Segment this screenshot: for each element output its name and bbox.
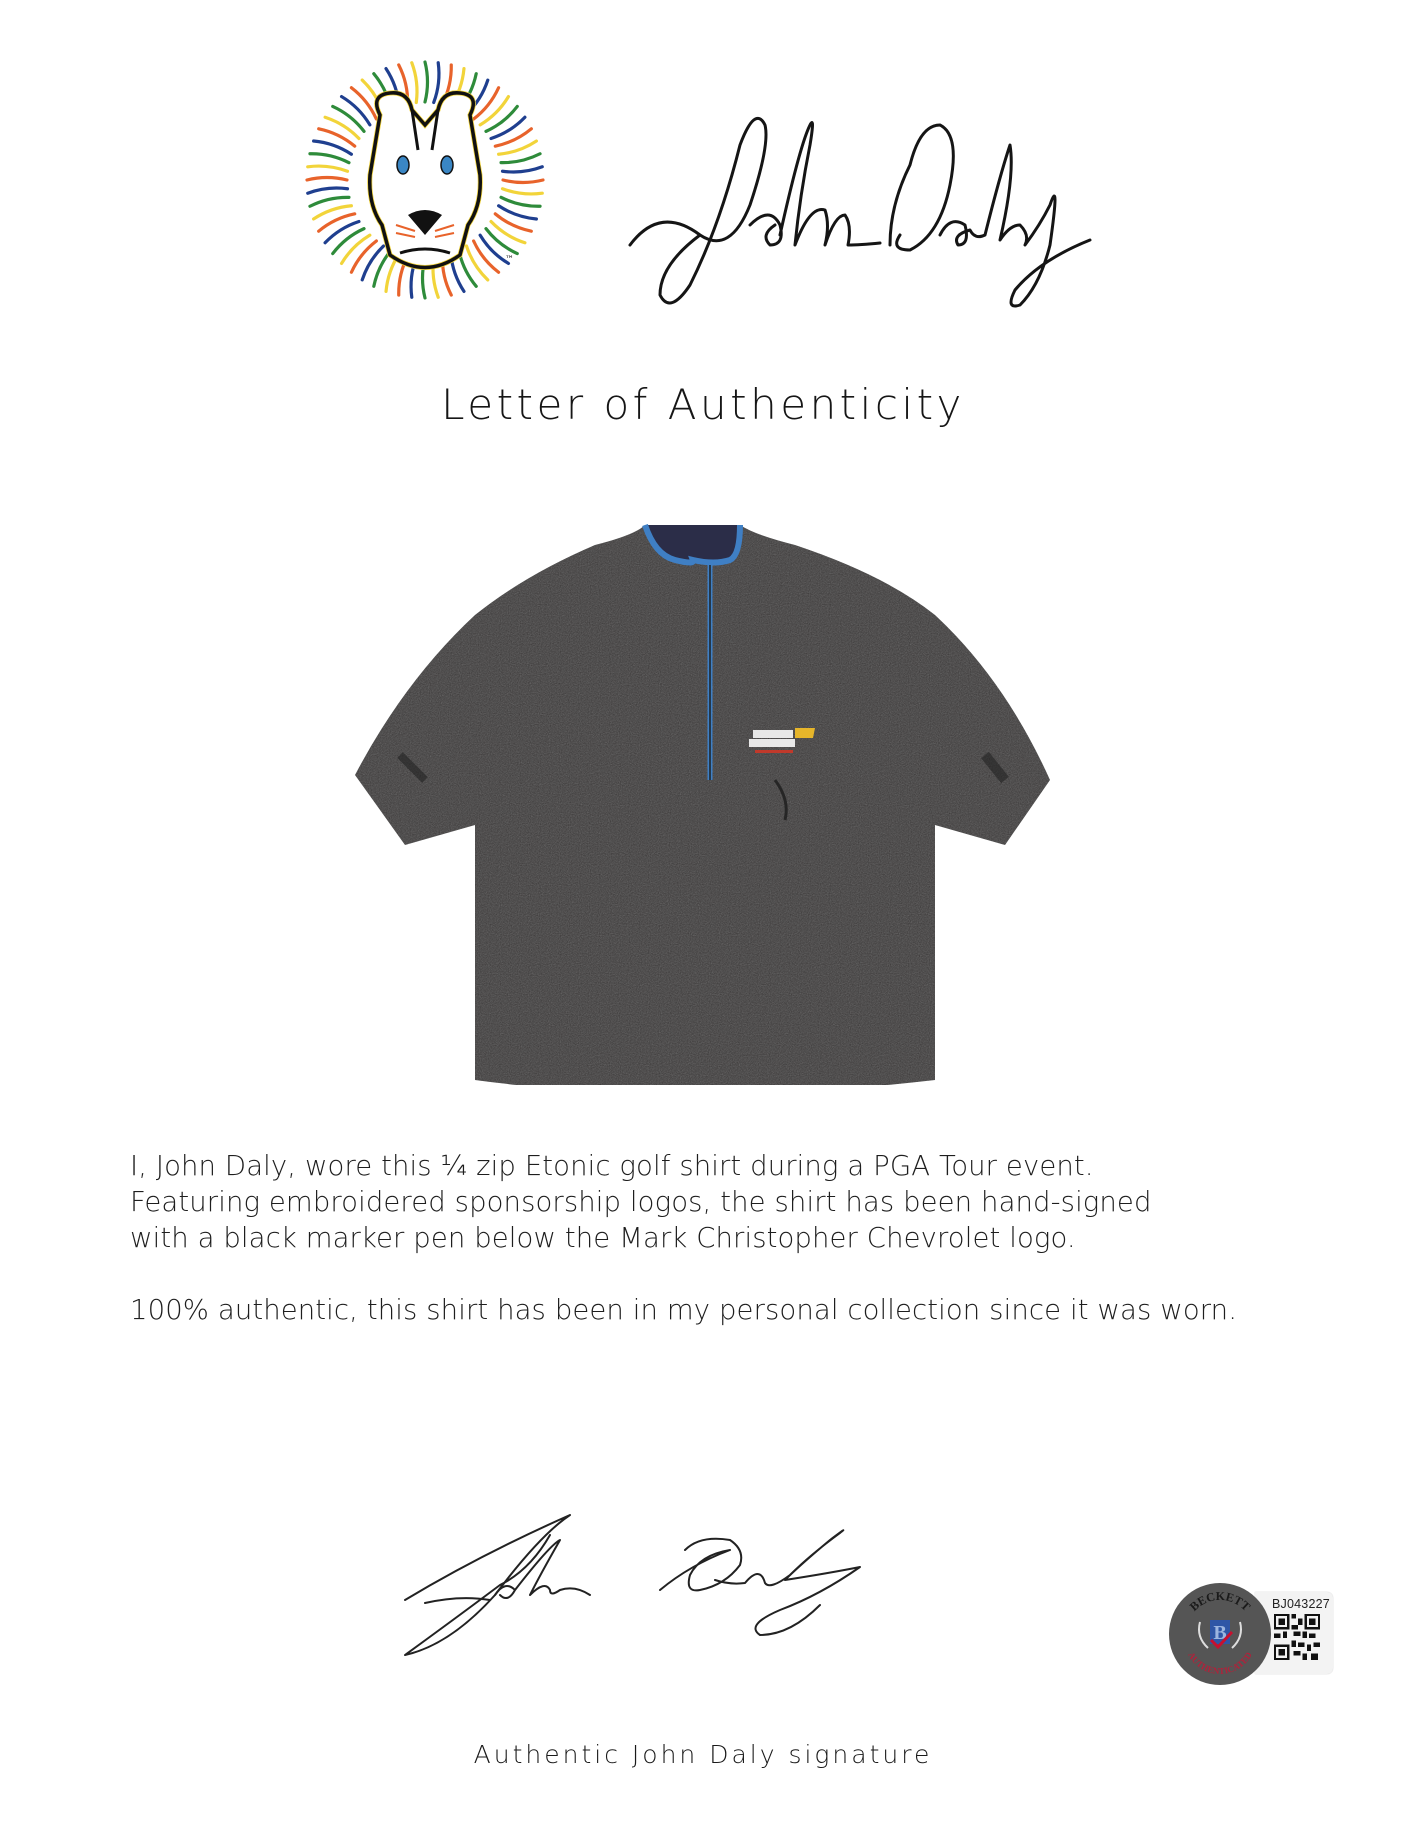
qr-code-icon[interactable] bbox=[1274, 1614, 1320, 1660]
page-title: Letter of Authenticity bbox=[441, 380, 965, 429]
john-daly-signature-icon bbox=[620, 85, 1120, 315]
beckett-authenticated-seal-icon bbox=[1168, 1582, 1272, 1686]
body-line: I, John Daly, wore this ¼ zip Etonic golf shirt during a PGA Tour event. bbox=[130, 1150, 1094, 1182]
signature-caption: Authentic John Daly signature bbox=[473, 1740, 933, 1769]
seal-letter: B bbox=[1213, 1622, 1227, 1644]
body-line: Featuring embroidered sponsorship logos, the shirt has been hand-signed bbox=[130, 1186, 1152, 1218]
certificate-id: BJ043227 bbox=[1272, 1597, 1330, 1611]
seal-top-text: BECKETT bbox=[1186, 1588, 1254, 1614]
body-line: with a black marker pen below the Mark Christopher Chevrolet logo. bbox=[130, 1222, 1076, 1254]
john-daly-handwritten-signature-icon bbox=[400, 1495, 900, 1675]
seal-bottom-text: AUTHENTICATED bbox=[1186, 1650, 1254, 1677]
lion-head-icon bbox=[300, 55, 550, 305]
paragraph-authenticity bbox=[130, 1292, 1290, 1328]
trademark-symbol: ™ bbox=[505, 255, 514, 265]
body-line: 100% authentic, this shirt has been in my personal collection since it was worn. bbox=[130, 1294, 1238, 1326]
paragraph-description bbox=[130, 1148, 1290, 1256]
golf-shirt-photo bbox=[345, 520, 1065, 1085]
letter-body bbox=[130, 1148, 1290, 1328]
